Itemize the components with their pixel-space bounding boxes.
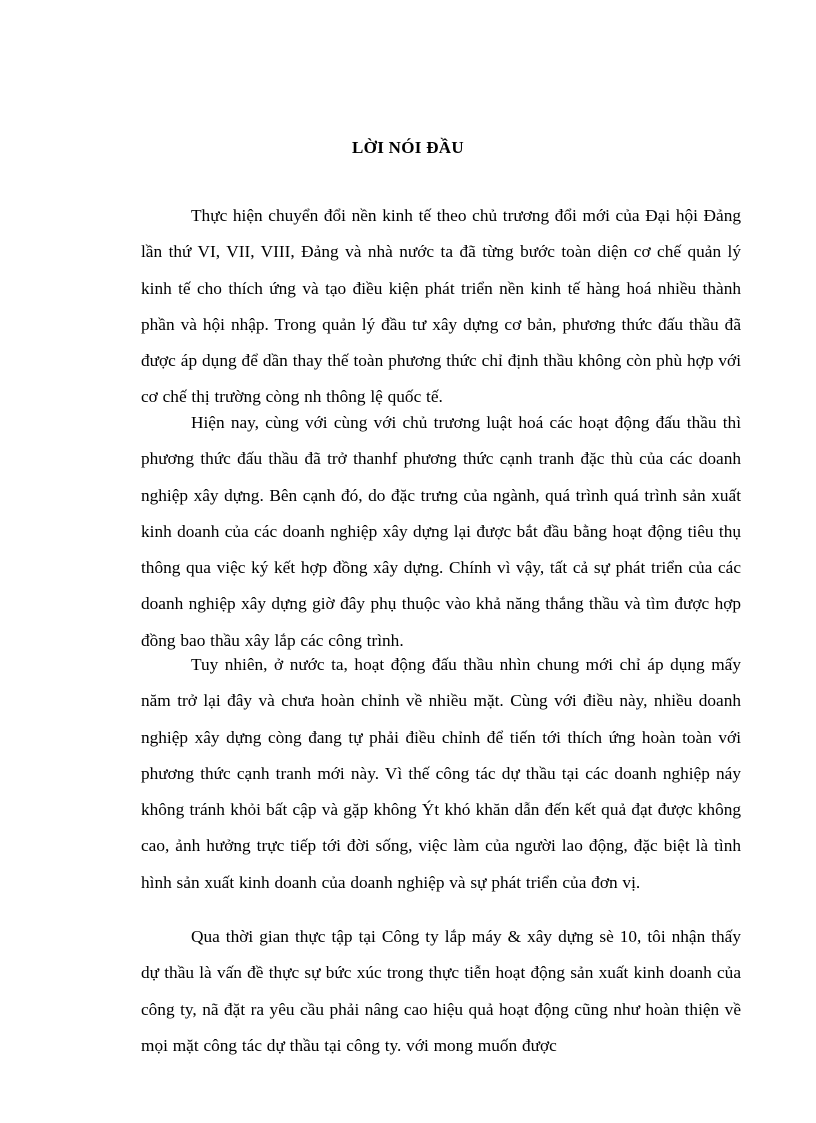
paragraph-3: Tuy nhiên, ở nước ta, hoạt động đấu thầu nhìn chung mới chỉ áp dụng mấy năm trở lại đây và chưa hoàn chỉnh về nhiều mặt. Cùng với điều này, nhiều doanh nghiệp xây dựng còng đang tự phải điều chỉnh để tiến tới thích ứng hoàn toàn với phương thức cạnh tranh mới này. Vì thế công tác dự thầu tại các doanh nghiệp náy không tránh khỏi bất cập và gặp không Ýt khó khăn dẫn đến kết quả đạt được không cao, ảnh hưởng trực tiếp tới đời sống, việc làm của người lao động, đặc biệt là tình hình sản xuất kinh doanh của doanh nghiệp và sự phát triển của đơn vị. <box>141 655 741 892</box>
paragraph-2: Hiện nay, cùng với cùng với chủ trương luật hoá các hoạt động đấu thầu thì phương thức đấu thầu đã trở thanhf phương thức cạnh tranh đặc thù của các doanh nghiệp xây dựng. Bên cạnh đó, do đặc trưng của ngành, quá trình quá trình sản xuất kinh doanh của các doanh nghiệp xây dựng lại được bắt đầu bằng hoạt động tiêu thụ thông qua việc ký kết hợp đồng xây dựng. Chính vì vậy, tất cả sự phát triển của các doanh nghiệp xây dựng giờ đây phụ thuộc vào khả năng thắng thầu và tìm được hợp đồng bao thầu xây lắp các công trình. <box>141 413 741 650</box>
paragraph-4: Qua thời gian thực tập tại Công ty lắp máy & xây dựng sè 10, tôi nhận thấy dự thầu là vấn đề thực sự bức xúc trong thực tiễn hoạt động sản xuất kinh doanh của công ty, nã đặt ra yêu cầu phải nâng cao hiệu quả hoạt động cũng như hoàn thiện về mọi mặt công tác dự thầu tại công ty. với mong muốn được <box>141 927 741 1055</box>
paragraph-1: Thực hiện chuyển đổi nền kinh tế theo chủ trương đổi mới của Đại hội Đảng lần thứ VI, VII, VIII, Đảng và nhà nước ta đã từng bước toàn diện cơ chế quản lý kinh tế cho thích ứng và tạo điều kiện phát triển nền kinh tế hàng hoá nhiều thành phần và hội nhập. Trong quản lý đầu tư xây dựng cơ bản, phương thức đấu thầu đã được áp dụng để dần thay thế toàn phương thức chỉ định thầu không còn phù hợp với cơ chế thị trường còng nh thông lệ quốc tế. <box>141 206 741 407</box>
page-title: LỜI NÓI ĐẦU <box>352 138 464 157</box>
